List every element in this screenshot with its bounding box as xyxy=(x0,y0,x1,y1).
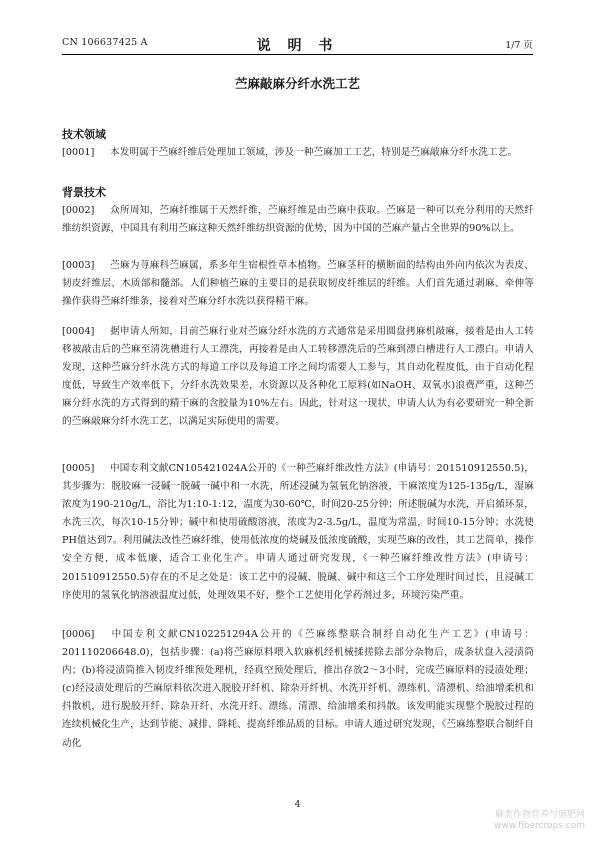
paragraph-text: 据申请人所知，目前苎麻行业对苎麻分纤水洗的方式通常是采用圆盘拷麻机敲麻，接着是由人工转移被敲击后的苎麻至清洗槽进行人工漂洗，再接着是由人工转移漂洗后的苎麻到漂白槽进行人工漂白。申请人发现，这种苎麻分纤水洗方式的每道工序以及每道工序之间均需要人工参与，其自动化程度低，由于自动化程度低，导致生产效率低下，分纤水洗效果差，水资源以及各种化工原料(如NaOH、双氧水)浪费严重，这种苎麻分纤水洗的方式得到的精干麻的含胶量为10%左右。因此，针对这一现状，申请人认为有必要研究一种全新的苎麻敲麻分纤水洗工艺，以满足实际使用的需要。 xyxy=(62,326,534,428)
document-title: 苎麻敲麻分纤水洗工艺 xyxy=(234,76,360,91)
section-heading-background: 背景技术 xyxy=(62,186,106,199)
publication-number: CN 106637425 A xyxy=(62,37,148,48)
document-type: 说 明 书 xyxy=(256,38,339,54)
watermark-url: www.fibercrops.com xyxy=(494,821,585,831)
section-heading-technical-field: 技术领域 xyxy=(62,128,106,141)
paragraph-0006 xyxy=(62,626,534,753)
watermark xyxy=(494,810,585,832)
page-info: 1/7 页 xyxy=(505,40,533,51)
paragraph-number: [0004] xyxy=(62,326,95,337)
paragraph-0002 xyxy=(62,202,534,238)
paragraph-text: 中国专利文献CN102251294A公开的《苎麻练整联合制纤自动化生产工艺》(申请号：201110206648.0)，包括步骤：(a)将苎麻原料喂入软麻机经机械揉搓除去部分杂物后，成条状盘入浸渍筒内；(b)将浸渍筒推入韧皮纤维预处理机，经真空预处理后，推出存放2～3小时，完成苎麻原料的浸渍处理；(c)经浸渍处理后的苎麻原料依次进入脱胶开纤机、除杂开纤机、水洗开纤机、漂练机、清漂机、给油增柔机和抖散机，进行脱胶开纤、除杂开纤、水洗开纤、漂练、清漂、给油增柔和抖散。该发明能实现整个脱胶过程的连续机械化生产，达到节能、减排、降耗、提高纤维品质的目标。申请人通过研究发现，《苎麻练整联合制纤自动化 xyxy=(62,629,534,749)
paragraph-0005 xyxy=(62,460,534,605)
paragraph-number: [0005] xyxy=(62,463,95,474)
paragraph-number: [0003] xyxy=(62,260,95,271)
paragraph-0004 xyxy=(62,323,534,432)
paragraph-0003 xyxy=(62,257,534,311)
paragraph-0001 xyxy=(62,144,534,162)
page-number: 4 xyxy=(294,800,301,810)
paragraph-number: [0001] xyxy=(62,147,95,158)
paragraph-text: 苎麻为荨麻科苎麻属，系多年生宿根性草本植物。苎麻茎秆的横断面的结构由外向内依次为表皮、韧皮纤维层、木质部和髓部。人们种植苎麻的主要目的是获取韧皮纤维层的纤维。人们首先通过剥麻、牵伸等操作获得苎麻纤维条，接着对苎麻分纤水洗以获得精干麻。 xyxy=(62,260,534,308)
page-header xyxy=(62,36,533,55)
paragraph-text: 中国专利文献CN105421024A公开的《一种苎麻纤维改性方法》(申请号：201510912550.5)，其步骤为：脱胶麻一浸碱一脱碱一碱中和一水洗，所述浸碱为氢氧化钠溶液，干麻浓度为125-135g/L，湿麻浓度为190-210g/L，浴比为1:10-1:12，温度为30-60℃，时间20-25分钟；所述脱碱为水洗，开启循环泵，水洗三次，每次10-15分钟；碱中和使用硫酸溶液，浓度为2-3.5g/L，温度为常温，时间10-15分钟；水洗使PH值达到7。利用碱法改性苎麻纤维，使用低浓度的烧碱及低浓度硫酸，实现苎麻的改性，其工艺简单，操作安全方便，成本低廉，适合工业化生产。申请人通过研究发现，《一种苎麻纤维改性方法》(申请号：201510912550.5)存在的不足之处是：该工艺中的浸碱、脱碱、碱中和这三个工序处理时间过长，且浸碱工序使用的氢氧化钠溶液温度过低，处理效果不好，整个工艺使用化学药剂过多，环境污染严重。 xyxy=(62,463,534,601)
watermark-site-name: 麻类作物营养与施肥网 xyxy=(494,810,585,820)
paragraph-number: [0006] xyxy=(62,629,95,640)
paragraph-text: 众所周知，苎麻纤维属于天然纤维，苎麻纤维是由苎麻中获取。苎麻是一种可以充分利用的天然纤维纺织资源，中国具有利用苎麻这种天然纤维纺织资源的优势，因为中国的苎麻产量占全世界的90%以上。 xyxy=(62,205,534,235)
paragraph-text: 本发明属于苎麻纤维后处理加工领域，涉及一种苎麻加工工艺，特别是苎麻敲麻分纤水洗工艺。 xyxy=(110,147,518,158)
paragraph-number: [0002] xyxy=(62,205,95,216)
